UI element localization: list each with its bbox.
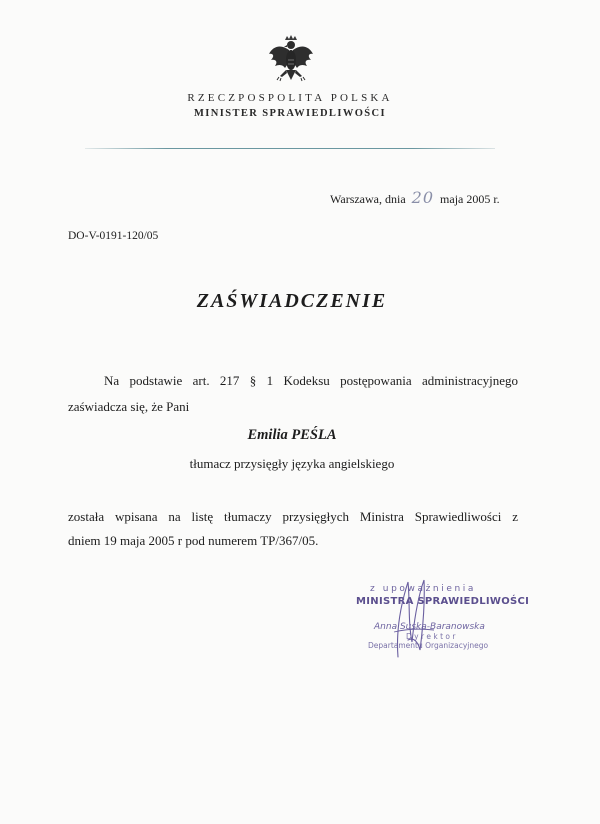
paragraph-intro bbox=[68, 368, 518, 420]
date-prefix: Warszawa, dnia bbox=[330, 192, 406, 206]
paragraph-registration-line-2: dniem 19 maja 2005 r pod numerem TP/367/05. bbox=[68, 533, 319, 548]
person-name: Emilia PEŚLA bbox=[247, 427, 337, 443]
header-country: RZECZPOSPOLITA POLSKA bbox=[187, 92, 393, 104]
paragraph-intro-line-2: zaświadcza się, że Pani bbox=[68, 399, 190, 414]
person-role: tłumacz przysięgły języka angielskiego bbox=[189, 456, 395, 471]
stamp-signatory-name: Anna Suska-Baranowska bbox=[374, 622, 485, 632]
reference-number: DO-V-0191-120/05 bbox=[68, 230, 159, 242]
stamp-ministry: MINISTRA SPRAWIEDLIWOŚCI bbox=[356, 596, 530, 607]
header-divider bbox=[85, 148, 495, 149]
stamp-authorization: z upoważnienia bbox=[370, 584, 476, 594]
header-ministry: MINISTER SPRAWIEDLIWOŚCI bbox=[193, 108, 386, 119]
date-line bbox=[330, 188, 500, 207]
paragraph-intro-line-1: Na podstawie art. 217 § 1 Kodeksu postępowania administracyjnego bbox=[104, 373, 518, 388]
stamp-department: Departamentu Organizacyjnego bbox=[368, 641, 489, 650]
handwritten-signature bbox=[368, 572, 458, 662]
document-title: ZAŚWIADCZENIE bbox=[196, 290, 388, 312]
paragraph-registration bbox=[68, 505, 518, 553]
date-day-handwritten: 20 bbox=[411, 188, 435, 207]
paragraph-registration-line-1: została wpisana na listę tłumaczy przysięgłych Ministra Sprawiedliwości z bbox=[68, 509, 518, 524]
stamp-signatory-title: Dyrektor bbox=[406, 632, 458, 641]
polish-eagle-icon bbox=[265, 34, 317, 86]
date-suffix: maja 2005 r. bbox=[440, 192, 500, 206]
